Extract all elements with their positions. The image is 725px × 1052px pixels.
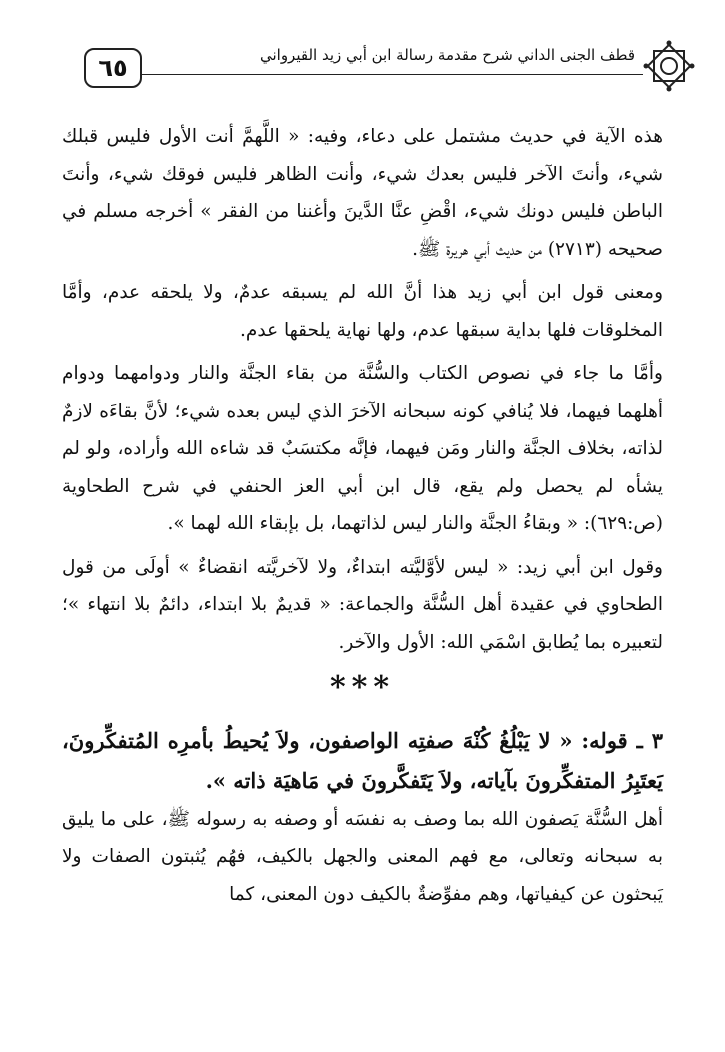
paragraph: أهل السُّنَّة يَصفون الله بما وصف به نفسَه أو وصفه به رسوله ﷺ، على ما يليق به سبحانه وتعالى، مع فهم المعنى والجهل بالكيف، فهُم يُثبتون الصفات ولا يَبحثون عن كيفياتها، وهم مفوِّضةٌ بالكيف دون المعنى، كما: [62, 808, 663, 905]
header-rule: [142, 74, 643, 75]
paragraph: هذه الآية في حديث مشتمل على دعاء، وفيه: « اللَّهمَّ أنت الأول فليس قبلك شيء، وأنتَ الآخر فليس بعدك شيء، وأنت الظاهر فليس فوقك شيء، وأنتَ الباطن فليس دونك شيء، اقْضِ عنَّا الدَّينَ وأغننا من الفقر » أخرجه مسلم في صحيحه (٢٧١٣) من حديث أبي هريرة ﷺ.: [62, 126, 663, 260]
quoted-text-heading: ٣ ـ قوله: « لا يَبْلُغُ كُنْهَ صفتِه الواصفون، ولاَ يُحيطُ بأمرِه المُتفكِّرونَ، يَعتَبِرُ المتفكِّرونَ بآياته، ولاَ يَتَفكَّرونَ في مَاهيَة ذاته ».: [62, 727, 663, 793]
page-number: ٦٥: [84, 48, 142, 88]
paragraph: وأمَّا ما جاء في نصوص الكتاب والسُّنَّة من بقاء الجنَّة والنار ودوامهما ودوام أهلهما فيهما، فلا يُنافي كونه سبحانه الآخرَ الذي ليس بعده شيء؛ لأنَّ بقاءَه لازمٌ لذاته، بخلاف الجنَّة والنار ومَن فيهما، فإنَّه مكتسَبٌ قد شاءه الله وأراده، ولو لم يشأه لم يحصل ولم يقع، قال ابن أبي العز الحنفي في شرح الطحاوية (ص:٦٢٩): « وبقاءُ الجنَّة والنار ليس لذاتهما، بل بإبقاء الله لهما ».: [62, 363, 663, 534]
paragraph: ومعنى قول ابن أبي زيد هذا أنَّ الله لم يسبقه عدمٌ، ولا يلحقه عدم، وأمَّا المخلوقات فلها بداية سبقها عدم، ولها نهاية يلحقها عدم.: [62, 282, 663, 341]
running-title: قطف الجنى الداني شرح مقدمة رسالة ابن أبي زيد القيرواني: [259, 46, 635, 64]
page-body: [62, 118, 663, 913]
section-separator: ***: [329, 670, 396, 705]
eight-point-star-ornament-icon: [643, 40, 695, 92]
paragraph: وقول ابن أبي زيد: « ليس لأوَّليَّته ابتداءٌ، ولا لآخريَّته انقضاءٌ » أولَى من قول الطحاوي في عقيدة أهل السُّنَّة والجماعة: « قديمٌ بلا ابتداء، دائمٌ بلا انتهاء »؛ لتعبيره بما يُطابق اسْمَي الله: الأول والآخر.: [62, 556, 663, 653]
page-header: [82, 40, 695, 92]
